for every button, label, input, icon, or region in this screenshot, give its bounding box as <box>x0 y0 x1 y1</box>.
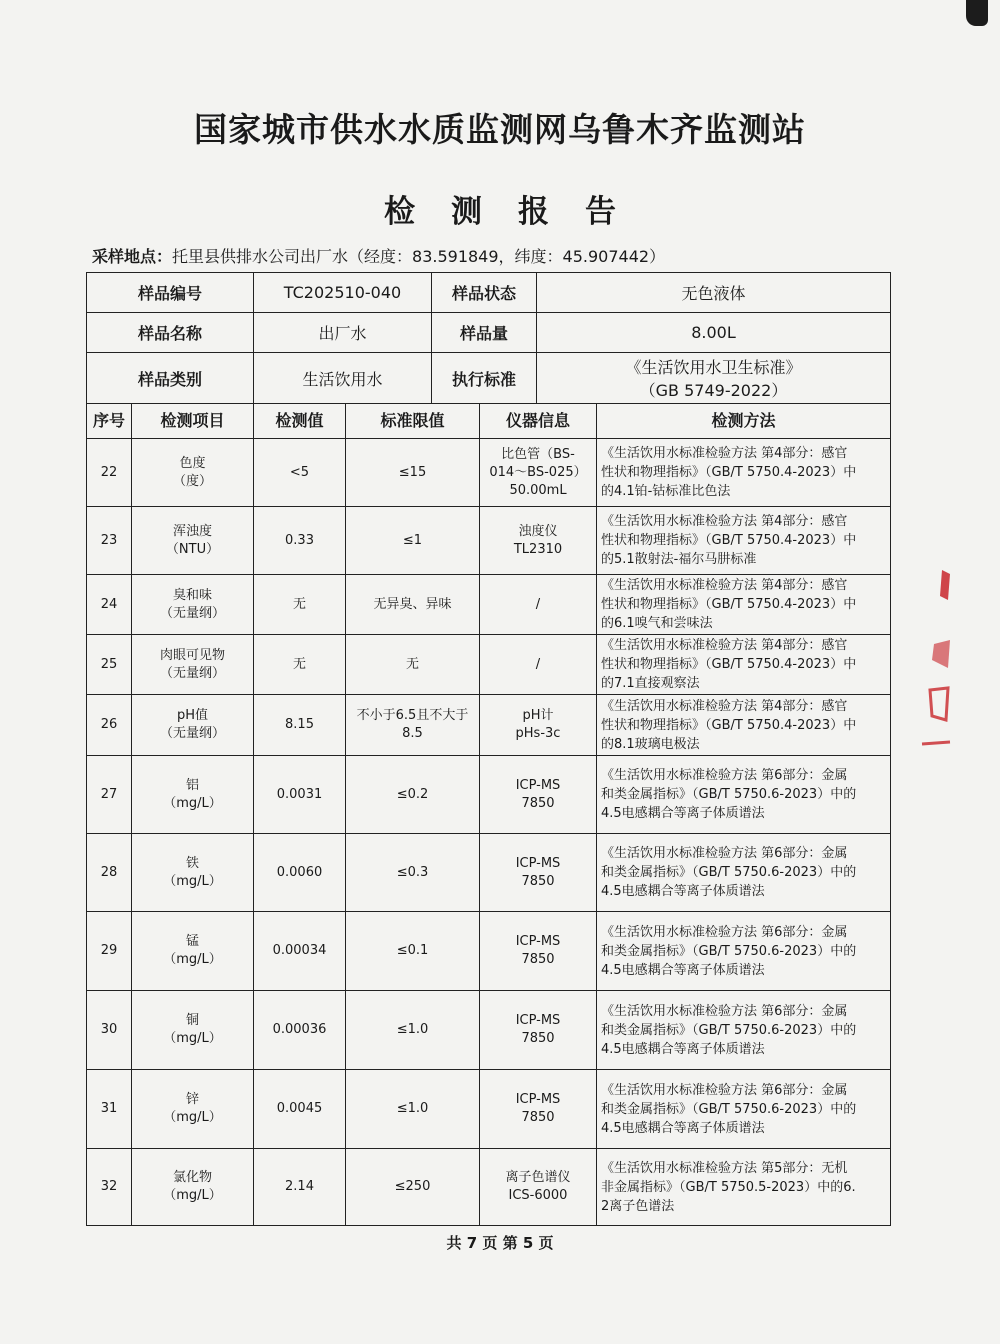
col-header-value: 检测值 <box>254 404 346 439</box>
row-method <box>597 991 891 1070</box>
row-no: 30 <box>87 991 132 1070</box>
row-method-line: 《生活饮用水标准检验方法 第5部分：无机 <box>601 1160 848 1176</box>
row-instrument <box>480 1070 597 1149</box>
row-item-line: pH值 <box>176 708 209 723</box>
row-item-line: 铝 <box>185 777 199 793</box>
sampling-location-value: 托里县供排水公司出厂水（经度：83.591849，纬度：45.907442） <box>172 247 666 266</box>
sample-name-value: 出厂水 <box>254 313 432 353</box>
table-row <box>87 575 891 635</box>
row-instrument-line: 浊度仪 <box>518 523 558 539</box>
row-item-line: 浑浊度 <box>172 523 212 539</box>
row-method <box>597 439 891 507</box>
row-method-line: 4.5电感耦合等离子体质谱法 <box>601 962 765 978</box>
report-org-title: 国家城市供水水质监测网乌鲁木齐监测站 <box>194 110 806 149</box>
sampling-location <box>92 244 665 267</box>
sample-name-label: 样品名称 <box>87 313 254 353</box>
row-method-line: 和类金属指标》（GB/T 5750.6-2023）中的 <box>601 1022 857 1038</box>
row-method <box>597 834 891 912</box>
row-instrument-line: 比色管（BS- <box>501 446 575 462</box>
row-instrument-line: / <box>535 656 541 672</box>
page-number: 共 7 页 第 5 页 <box>446 1234 554 1252</box>
row-item <box>132 991 254 1070</box>
table-row <box>87 695 891 756</box>
row-no: 31 <box>87 1070 132 1149</box>
row-no: 26 <box>87 695 132 756</box>
col-header-no: 序号 <box>87 404 132 439</box>
row-method-line: 和类金属指标》（GB/T 5750.6-2023）中的 <box>601 865 857 880</box>
table-row <box>87 1070 891 1149</box>
row-method-line: 性状和物理指标》（GB/T 5750.4-2023）中 <box>601 597 857 612</box>
row-item-line: 色度 <box>179 455 206 471</box>
row-limit: ≤15 <box>346 439 480 507</box>
row-method <box>597 1149 891 1226</box>
row-method <box>597 912 891 991</box>
row-method-line: 《生活饮用水标准检验方法 第6部分：金属 <box>601 924 848 940</box>
row-item-line: （mg/L） <box>163 1031 222 1046</box>
row-instrument-line: 7850 <box>521 1031 555 1046</box>
row-method-line: 的8.1玻璃电极法 <box>601 736 700 752</box>
row-method <box>597 1070 891 1149</box>
row-limit: 不小于6.5且不大于8.5 <box>346 695 480 756</box>
row-method-line: 非金属指标》（GB/T 5750.5-2023）中的6. <box>601 1179 856 1195</box>
row-item-line: （无量纲） <box>159 665 225 681</box>
sample-no-label: 样品编号 <box>87 273 254 313</box>
row-item-line: （mg/L） <box>163 952 222 967</box>
row-method-line: 《生活饮用水标准检验方法 第6部分：金属 <box>601 846 848 861</box>
table-row <box>87 991 891 1070</box>
row-instrument-line: pH计 <box>522 708 554 723</box>
row-instrument <box>480 507 597 575</box>
row-method-line: 《生活饮用水标准检验方法 第4部分：感官 <box>601 514 848 529</box>
row-item-line: （mg/L） <box>163 795 222 811</box>
row-method <box>597 635 891 695</box>
row-method-line: 性状和物理指标》（GB/T 5750.4-2023）中 <box>601 465 857 480</box>
row-instrument-line: ICP-MS <box>515 1092 561 1107</box>
table-row <box>87 507 891 575</box>
row-instrument <box>480 756 597 834</box>
sample-state-value: 无色液体 <box>537 273 891 313</box>
row-instrument-line: ICP-MS <box>515 1013 561 1028</box>
row-value: 无 <box>254 635 346 695</box>
sample-type-label: 样品类别 <box>87 353 254 404</box>
row-item <box>132 1070 254 1149</box>
row-instrument <box>480 834 597 912</box>
row-no: 24 <box>87 575 132 635</box>
report-title: 检测报告 <box>384 194 652 230</box>
row-item-line: （无量纲） <box>159 605 225 621</box>
row-value: 0.00034 <box>254 912 346 991</box>
row-instrument-line: TL2310 <box>513 541 563 557</box>
row-instrument-line: ICP-MS <box>515 934 561 949</box>
row-method-line: 2离子色谱法 <box>601 1198 675 1214</box>
row-instrument-line: 7850 <box>521 873 555 889</box>
row-item-line: （无量纲） <box>159 726 225 741</box>
row-method-line: 4.5电感耦合等离子体质谱法 <box>601 1041 765 1057</box>
sample-state-label: 样品状态 <box>432 273 537 313</box>
row-item <box>132 1149 254 1226</box>
corner-mark <box>966 0 988 26</box>
row-instrument-line: 离子色谱仪 <box>505 1170 571 1185</box>
row-no: 32 <box>87 1149 132 1226</box>
row-method-line: 和类金属指标》（GB/T 5750.6-2023）中的 <box>601 787 857 802</box>
row-item <box>132 756 254 834</box>
row-item-line: 铜 <box>185 1013 199 1028</box>
standard-code: （GB 5749-2022） <box>639 381 788 400</box>
row-method-line: 的5.1散射法-福尔马肼标准 <box>601 552 757 567</box>
row-method-line: 性状和物理指标》（GB/T 5750.4-2023）中 <box>601 717 857 733</box>
row-limit: ≤0.1 <box>346 912 480 991</box>
row-instrument-line: / <box>535 596 541 612</box>
row-instrument-line: 7850 <box>521 1110 555 1125</box>
row-method-line: 《生活饮用水标准检验方法 第6部分：金属 <box>601 1003 848 1019</box>
row-limit: 无异臭、异味 <box>346 575 480 635</box>
table-header-row <box>87 404 891 439</box>
row-method <box>597 507 891 575</box>
standard-value <box>537 353 891 404</box>
row-limit: ≤0.2 <box>346 756 480 834</box>
row-item <box>132 695 254 756</box>
row-limit: ≤250 <box>346 1149 480 1226</box>
row-instrument-line: pHs-3c <box>515 726 561 741</box>
row-value: 0.0060 <box>254 834 346 912</box>
sample-type-value: 生活饮用水 <box>254 353 432 404</box>
row-instrument <box>480 575 597 635</box>
row-method-line: 4.5电感耦合等离子体质谱法 <box>601 884 765 899</box>
sampling-location-label: 采样地点： <box>92 247 173 266</box>
table-row <box>87 1149 891 1226</box>
row-method <box>597 695 891 756</box>
row-limit: ≤1.0 <box>346 991 480 1070</box>
row-method-line: 4.5电感耦合等离子体质谱法 <box>601 806 765 821</box>
row-method-line: 《生活饮用水标准检验方法 第4部分：感官 <box>601 638 848 653</box>
row-value: 0.0031 <box>254 756 346 834</box>
row-item <box>132 834 254 912</box>
row-instrument-line: ICP-MS <box>515 777 561 793</box>
row-instrument-line: ICS-6000 <box>508 1188 568 1203</box>
row-item-line: （NTU） <box>165 541 220 557</box>
row-method-line: 和类金属指标》（GB/T 5750.6-2023）中的 <box>601 1101 857 1117</box>
row-limit: ≤1.0 <box>346 1070 480 1149</box>
row-instrument <box>480 912 597 991</box>
row-method-line: 的7.1直接观察法 <box>601 676 700 691</box>
table-row <box>87 439 891 507</box>
row-instrument <box>480 695 597 756</box>
row-method-line: 《生活饮用水标准检验方法 第6部分：金属 <box>601 768 848 783</box>
row-method-line: 性状和物理指标》（GB/T 5750.4-2023）中 <box>601 657 857 672</box>
row-item <box>132 912 254 991</box>
row-item-line: 铁 <box>185 855 199 871</box>
col-header-limit: 标准限值 <box>346 404 480 439</box>
row-instrument <box>480 635 597 695</box>
row-no: 28 <box>87 834 132 912</box>
standard-name: 《生活饮用水卫生标准》 <box>625 358 802 377</box>
col-header-method: 检测方法 <box>597 404 891 439</box>
row-instrument <box>480 991 597 1070</box>
row-value: 0.33 <box>254 507 346 575</box>
row-limit: ≤1 <box>346 507 480 575</box>
row-item-line: 氯化物 <box>172 1170 212 1185</box>
row-instrument-line: ICP-MS <box>515 855 561 871</box>
standard-label: 执行标准 <box>432 353 537 404</box>
row-item-line: （mg/L） <box>163 1188 222 1203</box>
row-no: 29 <box>87 912 132 991</box>
row-item <box>132 635 254 695</box>
row-item-line: 锰 <box>185 934 199 949</box>
row-instrument <box>480 1149 597 1226</box>
row-method-line: 《生活饮用水标准检验方法 第4部分：感官 <box>601 698 848 714</box>
row-instrument-line: 014～BS-025） <box>489 464 587 480</box>
row-method <box>597 756 891 834</box>
row-limit: ≤0.3 <box>346 834 480 912</box>
row-method-line: 《生活饮用水标准检验方法 第4部分：感官 <box>601 446 848 461</box>
row-item-line: （mg/L） <box>163 1110 222 1125</box>
row-no: 22 <box>87 439 132 507</box>
row-value: 2.14 <box>254 1149 346 1226</box>
test-results-table <box>86 403 891 1226</box>
row-value: 无 <box>254 575 346 635</box>
row-instrument-line: 50.00mL <box>509 482 567 498</box>
row-instrument-line: 7850 <box>521 795 555 811</box>
row-method-line: 的4.1铂-钴标准比色法 <box>601 484 731 499</box>
row-item <box>132 507 254 575</box>
row-method-line: 的6.1嗅气和尝味法 <box>601 616 713 631</box>
row-value: <5 <box>254 439 346 507</box>
row-value: 8.15 <box>254 695 346 756</box>
sample-qty-value: 8.00L <box>537 313 891 353</box>
row-no: 23 <box>87 507 132 575</box>
col-header-instrument: 仪器信息 <box>480 404 597 439</box>
row-limit: 无 <box>346 635 480 695</box>
row-method-line: 4.5电感耦合等离子体质谱法 <box>601 1120 765 1136</box>
red-stamp-edge <box>912 560 952 760</box>
row-method-line: 性状和物理指标》（GB/T 5750.4-2023）中 <box>601 533 857 548</box>
row-item-line: 肉眼可见物 <box>159 647 225 663</box>
table-row <box>87 834 891 912</box>
table-row <box>87 635 891 695</box>
row-instrument-line: 7850 <box>521 952 555 967</box>
row-item-line: （mg/L） <box>163 873 222 889</box>
sample-qty-label: 样品量 <box>432 313 537 353</box>
row-no: 27 <box>87 756 132 834</box>
row-instrument <box>480 439 597 507</box>
sample-info-table <box>86 272 891 404</box>
row-item-line: 臭和味 <box>172 587 212 603</box>
row-method-line: 《生活饮用水标准检验方法 第6部分：金属 <box>601 1082 848 1098</box>
sample-no-value: TC202510-040 <box>254 273 432 313</box>
row-no: 25 <box>87 635 132 695</box>
row-method <box>597 575 891 635</box>
row-item <box>132 575 254 635</box>
row-value: 0.0045 <box>254 1070 346 1149</box>
row-method-line: 《生活饮用水标准检验方法 第4部分：感官 <box>601 578 848 593</box>
col-header-item: 检测项目 <box>132 404 254 439</box>
table-row <box>87 756 891 834</box>
row-item-line: （度） <box>172 473 212 489</box>
row-method-line: 和类金属指标》（GB/T 5750.6-2023）中的 <box>601 943 857 959</box>
table-row <box>87 912 891 991</box>
row-item <box>132 439 254 507</box>
row-value: 0.00036 <box>254 991 346 1070</box>
row-item-line: 锌 <box>185 1092 199 1107</box>
